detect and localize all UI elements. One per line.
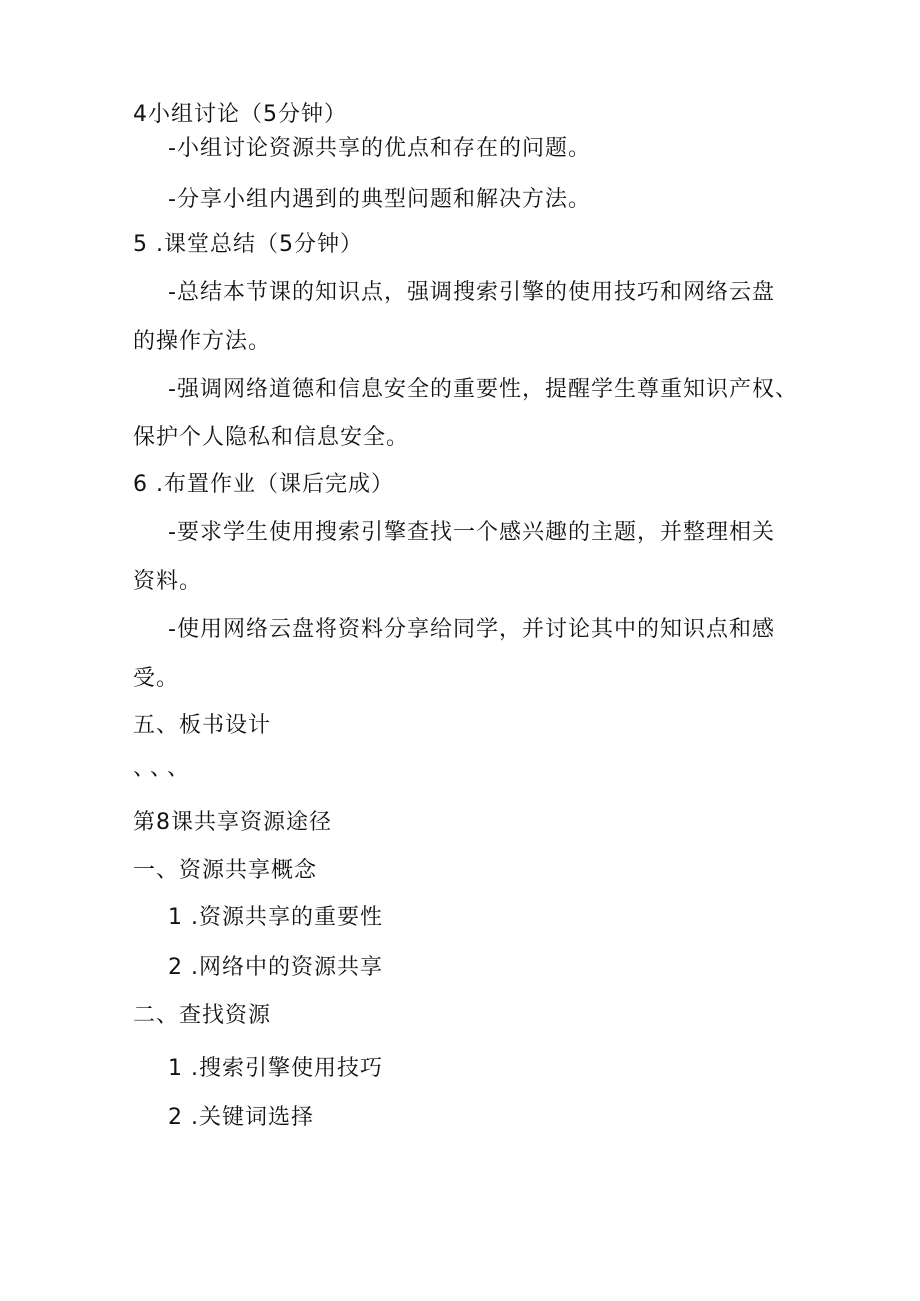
board-section-1-item-1: 1 .资源共享的重要性 bbox=[168, 905, 383, 930]
board-section-2-item-2: 2 .关键词选择 bbox=[168, 1105, 314, 1130]
section-5-item-1-line-1: -总结本节课的知识点，强调搜索引擎的使用技巧和网络云盘 bbox=[168, 280, 775, 305]
section-6-item-1-line-1: -要求学生使用搜索引擎查找一个感兴趣的主题，并整理相关 bbox=[168, 520, 775, 545]
section-5-item-2-line-2: 保护个人隐私和信息安全。 bbox=[133, 425, 410, 450]
section-4-item-1: -小组讨论资源共享的优点和存在的问题。 bbox=[168, 136, 591, 161]
lesson-title: 第8课共享资源途径 bbox=[133, 810, 332, 835]
board-section-2-item-1: 1 .搜索引擎使用技巧 bbox=[168, 1056, 383, 1081]
part-5-title: 五、板书设计 bbox=[133, 713, 272, 738]
section-4-item-2: -分享小组内遇到的典型问题和解决方法。 bbox=[168, 187, 591, 212]
section-4-title: 4小组讨论（5分钟） bbox=[133, 102, 347, 127]
punctuation-marks: 、、、 bbox=[133, 756, 196, 781]
section-6-item-2-line-1: -使用网络云盘将资料分享给同学，并讨论其中的知识点和感 bbox=[168, 617, 775, 642]
board-section-1-title: 一、资源共享概念 bbox=[133, 858, 318, 883]
section-5-item-1-line-2: 的操作方法。 bbox=[133, 329, 272, 354]
board-section-1-item-2: 2 .网络中的资源共享 bbox=[168, 955, 383, 980]
section-6-item-1-line-2: 资料。 bbox=[133, 569, 203, 594]
section-5-title: 5 .课堂总结（5分钟） bbox=[133, 232, 363, 257]
section-6-item-2-line-2: 受。 bbox=[133, 666, 180, 691]
section-6-title: 6 .布置作业（课后完成） bbox=[133, 472, 394, 497]
board-section-2-title: 二、查找资源 bbox=[133, 1003, 272, 1028]
section-5-item-2-line-1: -强调网络道德和信息安全的重要性，提醒学生尊重知识产权、 bbox=[168, 377, 798, 402]
